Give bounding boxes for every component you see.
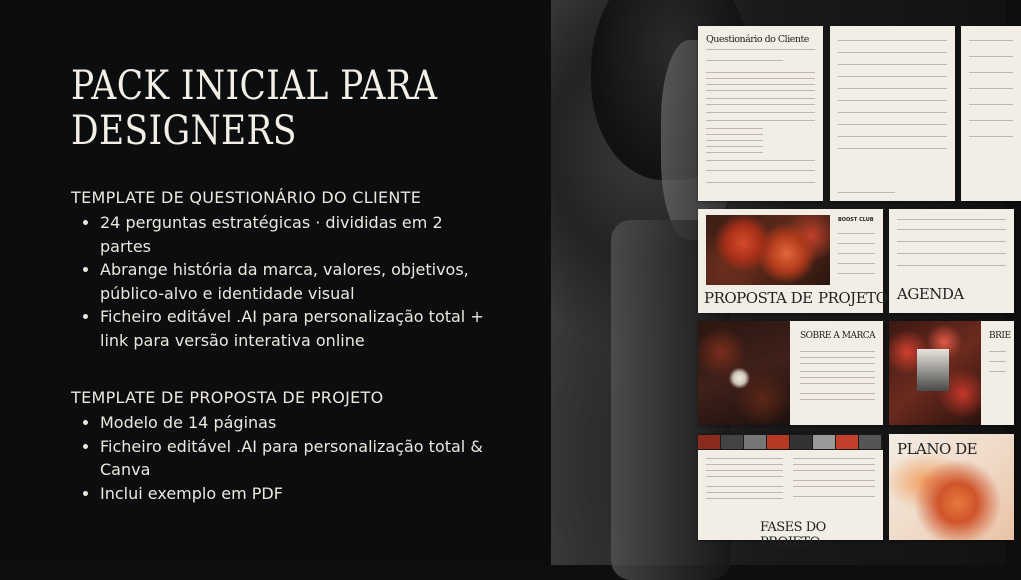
list-item: • Ficheiro editável .AI para personalização total & Canva [100, 435, 491, 482]
image-strip [698, 434, 883, 450]
feature-list [71, 211, 491, 353]
flowers-image [706, 215, 830, 285]
plan-title: PLANO DE [897, 440, 978, 458]
list-item: • Abrange história da marca, valores, objetivos, público-alvo e identidade visual [100, 258, 491, 305]
feature-list [71, 411, 491, 505]
phases-title: FASES DO PROJETO [760, 520, 826, 550]
brief-page-preview [889, 321, 1014, 425]
brief-page-title: BRIE [989, 331, 1011, 341]
list-item: • Modelo de 14 páginas [100, 411, 491, 435]
questionnaire-page-3-preview [961, 26, 1021, 201]
plan-page-preview [889, 434, 1014, 540]
questionnaire-title: Questionário do Cliente [706, 34, 809, 45]
list-item: • Ficheiro editável .AI para personalização total + link para versão interativa online [100, 305, 491, 352]
brand-page-title: SOBRE A MARCA [800, 331, 876, 341]
brand-page-preview [698, 321, 883, 425]
section-heading: TEMPLATE DE PROPOSTA DE PROJETO [71, 388, 384, 407]
proposal-title-left: PROPOSTA DE [704, 289, 813, 307]
proposal-title-right: PROJETO [818, 289, 888, 307]
questionnaire-section [71, 188, 491, 353]
person-image [917, 349, 949, 391]
agenda-page-preview [889, 209, 1014, 313]
list-item: • 24 perguntas estratégicas · divididas em 2 partes [100, 211, 491, 258]
proposal-section [71, 388, 491, 505]
questionnaire-page-2-preview [830, 26, 955, 201]
proposal-cover-preview [698, 209, 888, 313]
phases-page-preview [698, 434, 883, 550]
white-flower-image [698, 321, 790, 425]
brand-label: BOOST CLUB [838, 217, 874, 223]
preview-panel [551, 0, 1011, 565]
page-title: PACK INICIAL PARA DESIGNERS [71, 63, 438, 154]
list-item: • Inclui exemplo em PDF [100, 482, 491, 506]
section-heading: TEMPLATE DE QUESTIONÁRIO DO CLIENTE [71, 188, 422, 207]
questionnaire-page-preview [698, 26, 823, 201]
agenda-title: AGENDA [897, 285, 964, 303]
